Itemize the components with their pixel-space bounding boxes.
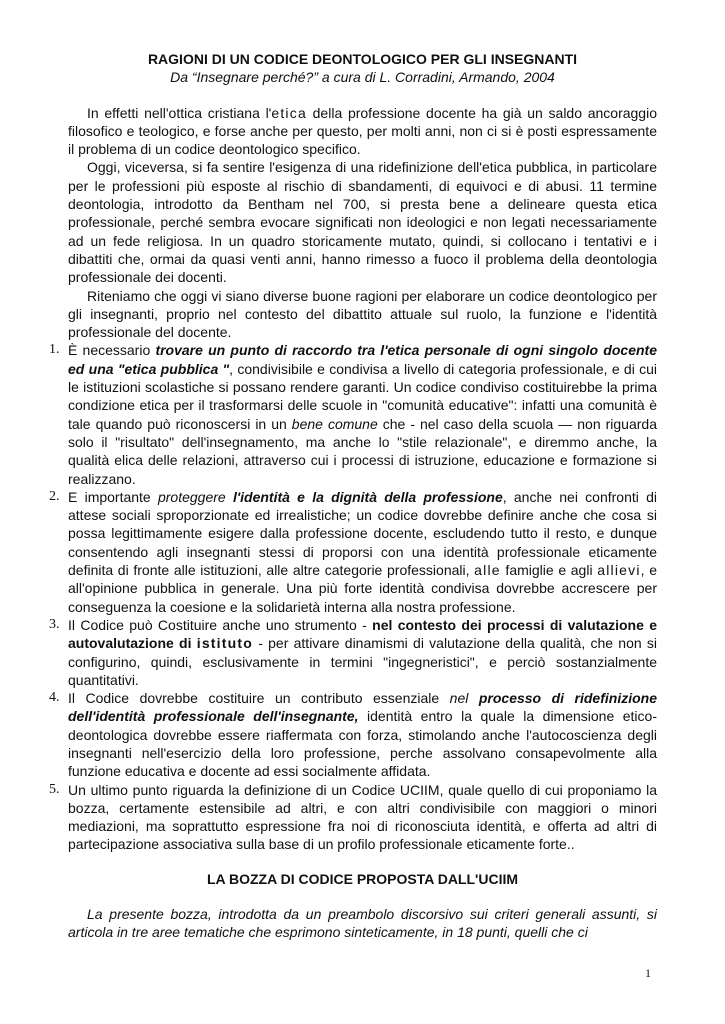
document-body	[49, 50, 658, 942]
document-title: RAGIONI DI UN CODICE DEONTOLOGICO PER GLI INSEGNANTI	[147, 51, 578, 67]
reasons-list	[49, 341, 658, 853]
list-number: 4.	[49, 690, 60, 706]
list-number: 2.	[49, 488, 60, 504]
page-number: 1	[645, 966, 651, 980]
intro-paragraph: La presente bozza, introdotta da un preambolo discorsivo sui criteri generali assunti, si articola in tre aree tematiche che esprimono sinteticamente, in 18 punti, quelli che ci	[68, 906, 657, 941]
list-item: 1. È necessario trovare un punto di raccordo tra l'etica personale di ogni singolo docente ed una "etica pubblica ", condivisibile e condivisa a livello di categoria professionale, e di cui le istituzioni scolastiche si possano rendere garanti. Un codice condiviso costituirebbe la prima condizione etica per il trasformarsi delle scuole in "comunità educative": infatti una comunità è tale quando può riconoscersi in un bene comune che - nel caso della scuola — non riguarda solo il "risultato" dell'insegnamento, ma anche lo "stile relazionale", e diremmo anche, la qualità elica delle relazioni, attraverso cui i processi di istruzione, educazione e formazione si realizzano.	[49, 342, 658, 487]
paragraph-2: Oggi, viceversa, si fa sentire l'esigenza di una ridefinizione dell'etica pubblica, in particolare per le professioni più esposte al rischio di sbandamenti, di equivoci e di abusi. 11 termine deontologia, introdotto da Bentham nel 700, si presta bene a delineare questa etica professionale, perché sembra evocare significati non ideologici e non legati necessariamente ad un fede religiosa. In un quadro storicamente mutato, quindi, si collocano i tentativi e i dibattiti che, ormai da quasi venti anni, hanno rimesso a fuoco il problema della deontologia professionale dei docenti.	[68, 159, 657, 286]
paragraph-3: Riteniamo che oggi vi siano diverse buone ragioni per elaborare un codice deontologico per gli insegnanti, proprio nel contesto del dibattito attuale sul ruolo, la funzione e l'identità professionale del docente.	[68, 287, 657, 341]
list-item: 5. Un ultimo punto riguarda la definizione di un Codice UCIIM, quale quello di cui proponiamo la bozza, certamente estensibile ad altri, e con altri condivisibile con maggiori o minori mediazioni, ma soprattutto espressione fra noi di riconosciuta identità, e offerta ad altri di partecipazione associativa sulla base di un profilo professionale eticamente forte..	[49, 781, 657, 853]
section-title: LA BOZZA DI CODICE PROPOSTA DALL'UCIIM	[206, 870, 519, 887]
document-subtitle: Da “Insegnare perché?” a cura di L. Corradini, Armando, 2004	[170, 69, 555, 86]
list-number: 3.	[49, 616, 60, 632]
list-item: 3. Il Codice può Costituire anche uno strumento - nel contesto dei processi di valutazione e autovalutazione di istituto - per attivare dinamismi di valutazione della qualità, che non si configurino, quindi, esclusivamente in termini "ingegneristici", e perciò sostanzialmente quantitativi.	[49, 616, 658, 688]
paragraph-1: In effetti nell'ottica cristiana l'etica della professione docente ha già un saldo ancoraggio filosofico e teologico, e forse anche per questo, per molti anni, non ci si è posti espressamente il problema di un codice deontologico specifico.	[68, 104, 657, 158]
list-item: 2. E importante proteggere l'identità e la dignità della professione, anche nei confronti di attese sociali sproporzionate ed irrealistiche; un codice dovrebbe definire anche che cosa si possa legittimamente esigere dalla professione docente, escludendo tutto il resto, e dunque consentendo agli insegnanti stessi di proporsi con una identità professionale eticamente definita di fronte alle istituzioni, alle altre categorie professionali, alle famiglie e agli allievi, e all'opinione pubblica in generale. Una più forte identità condivisa dovrebbe accrescere per conseguenza la coesione e la solidarietà interna alla nostra professione.	[49, 488, 658, 615]
list-item: 4. Il Codice dovrebbe costituire un contributo essenziale nel processo di ridefinizione dell'identità professionale dell'insegnante, identità entro la quale la dimensione etico-deontologica dovrebbe essere riaffermata con forza, stimolando anche l'autocoscienza degli insegnanti nell'esercizio della loro professione, perche assolvano consapevolmente alla funzione educativa e docente ad essi socialmente affidata.	[49, 690, 657, 780]
list-number: 5.	[49, 781, 60, 797]
list-number: 1.	[49, 342, 60, 358]
